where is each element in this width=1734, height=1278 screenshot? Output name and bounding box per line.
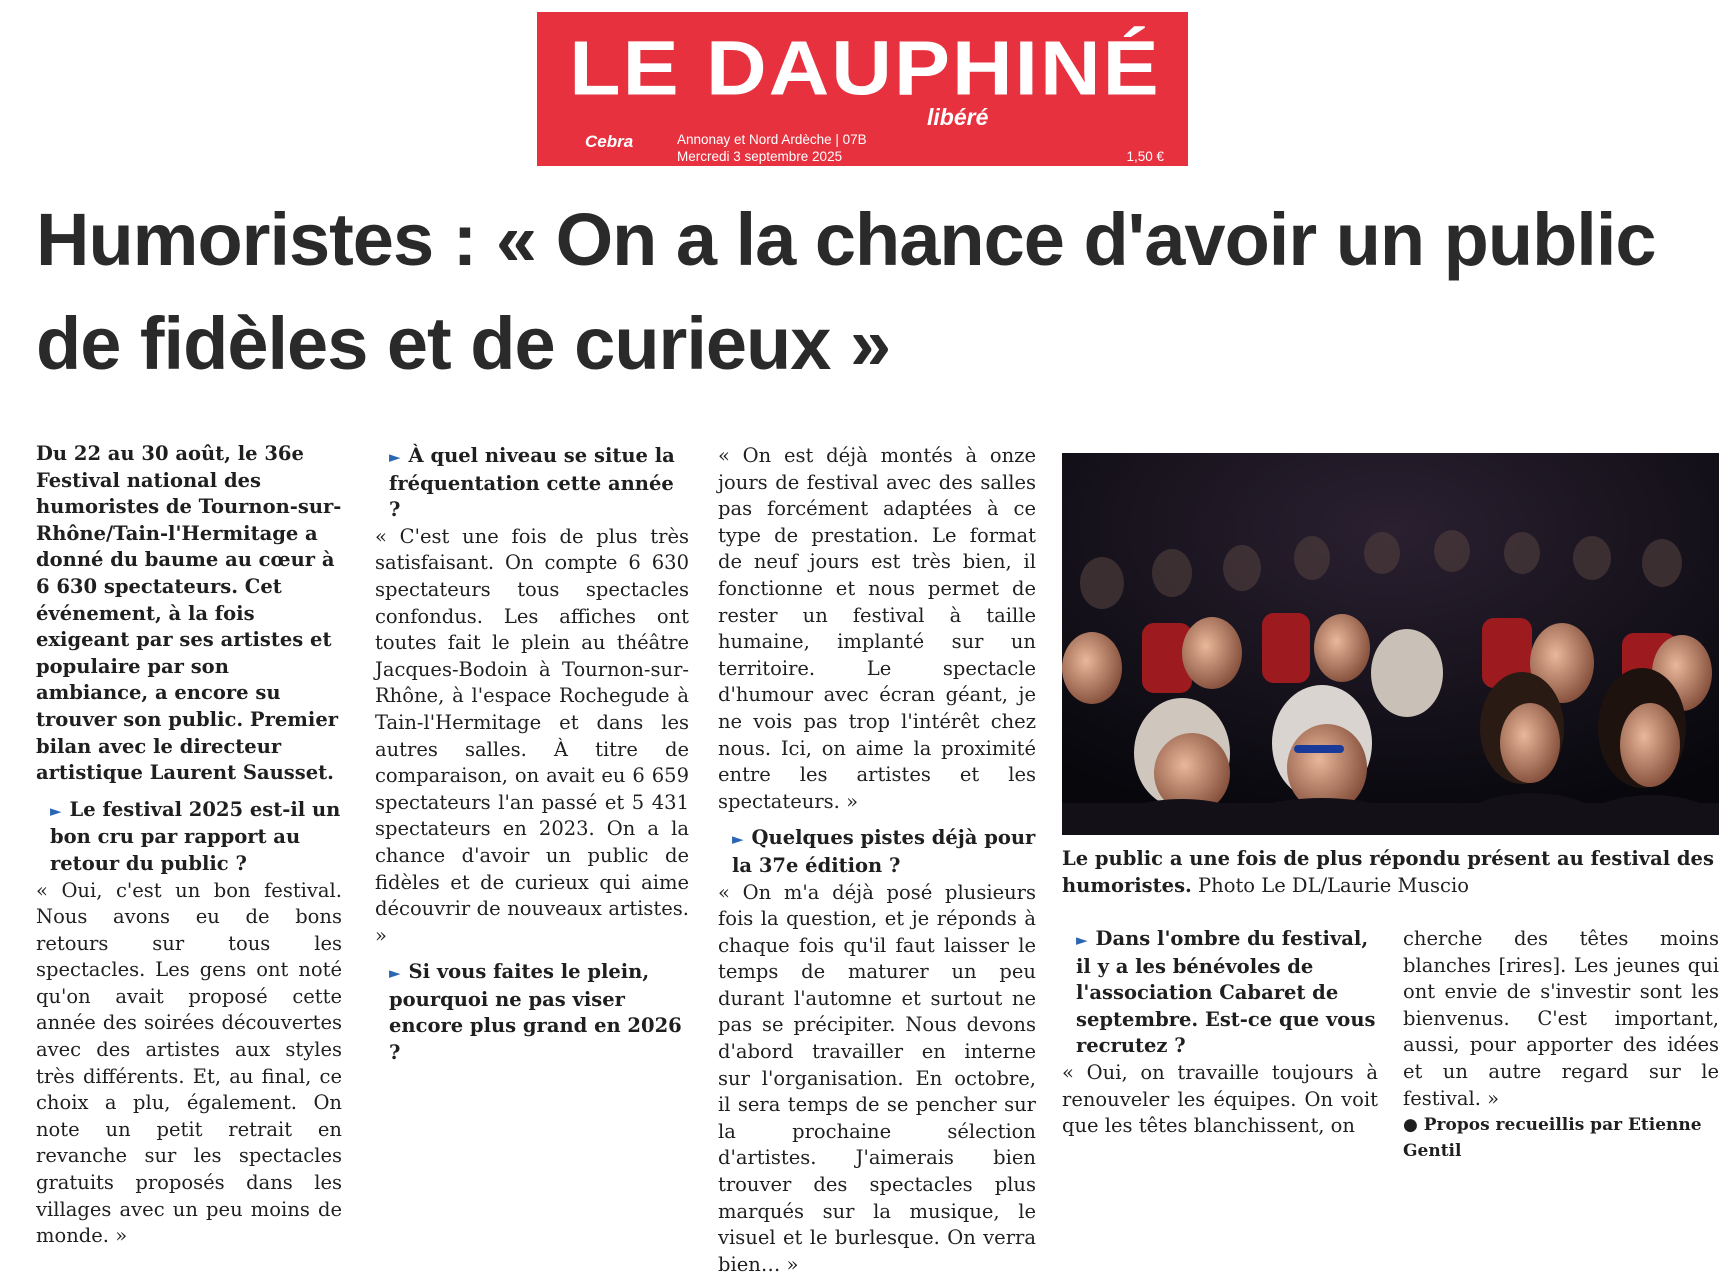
article-column-2 [375, 443, 689, 1067]
photo-caption [1062, 846, 1722, 899]
question-2 [375, 443, 689, 524]
article-column-5 [1403, 926, 1719, 1164]
question-4 [718, 825, 1036, 879]
answer-5-continued: cherche des têtes moins blanches [rires]. Les jeunes qui ont envie de s'investir sont les bienvenus. C'est important, aussi, pour apporter des idées et un autre regard sur le festival. » [1403, 926, 1719, 1112]
answer-3: « On est déjà montés à onze jours de festival avec des salles pas forcément adaptées à ce type de prestation. Le format de neuf jours est très bien, il fonctionne et nous permet de rester un festival à taille humaine, implanté sur un territoire. Le spectacle d'humour avec écran géant, je ne vois pas trop l'intérêt chez nous. Ici, on aime la proximité entre les artistes et les spectateurs. » [718, 443, 1036, 815]
byline-text: Propos recueillis par Etienne Gentil [1403, 1115, 1702, 1161]
triangle-bullet-icon: ► [389, 448, 401, 466]
question-3 [375, 959, 689, 1066]
masthead-price: 1,50 € [1126, 149, 1164, 164]
answer-4: « On m'a déjà posé plusieurs fois la question, et je réponds à chaque fois qu'il faut laisser le temps de maturer un peu durant l'automne et surtout ne pas se précipiter. Nous devons d'abord travailler en interne sur l'organisation. En octobre, il sera temps de se pencher sur la prochaine sélection d'artistes. J'aimerais bien trouver des spectacles plus marqués sur la musique, le visuel et le burlesque. On verra bien… » [718, 880, 1036, 1278]
bullet-icon: ● [1403, 1115, 1418, 1135]
caption-text: Le public a une fois de plus répondu présent au festival des humoristes. [1062, 847, 1714, 897]
byline [1403, 1112, 1719, 1164]
article-column-3 [718, 443, 1036, 1278]
triangle-bullet-icon: ► [1076, 931, 1088, 949]
article-lead: Du 22 au 30 août, le 36e Festival national des humoristes de Tournon-sur-Rhône/Tain-l'Hermitage a donné du baume au cœur à 6 630 spectateurs. Cet événement, à la fois exigeant par ses artistes et populaire par son ambiance, a encore su trouver son public. Premier bilan avec le directeur artistique Laurent Sausset. [36, 441, 342, 787]
masthead-edition: Annonay et Nord Ardèche | 07B [677, 132, 867, 147]
question-3-text: Si vous faites le plein, pourquoi ne pas viser encore plus grand en 2026 ? [389, 960, 682, 1064]
masthead-date: Mercredi 3 septembre 2025 [677, 149, 842, 164]
triangle-bullet-icon: ► [50, 802, 62, 820]
masthead-title: LE DAUPHINÉ [565, 26, 1165, 111]
question-2-text: À quel niveau se situe la fréquentation cette année ? [389, 444, 675, 521]
question-1 [36, 797, 342, 878]
cebra-logo: Cebra [585, 132, 633, 152]
answer-1: « Oui, c'est un bon festival. Nous avons eu de bons retours sur tous les spectacles. Les gens ont noté qu'on avait proposé cette année des soirées découvertes avec des artistes aux styles très différents. Et, au final, ce choix a plu, également. On note un petit retrait en revanche sur les spectacles gratuits proposés dans les villages avec un peu moins de monde. » [36, 878, 342, 1250]
question-4-text: Quelques pistes déjà pour la 37e édition ? [732, 826, 1035, 877]
audience-illustration [1062, 453, 1719, 835]
answer-5: « Oui, on travaille toujours à renouveler les équipes. On voit que les têtes blanchissent, on [1062, 1060, 1378, 1140]
masthead-subtitle: libéré [927, 104, 988, 131]
question-5 [1062, 926, 1378, 1060]
triangle-bullet-icon: ► [732, 830, 744, 848]
audience-photo [1062, 453, 1719, 835]
photo-credit: Photo Le DL/Laurie Muscio [1198, 874, 1469, 897]
article-column-4 [1062, 926, 1378, 1140]
article-column-1 [36, 441, 342, 1250]
triangle-bullet-icon: ► [389, 964, 401, 982]
question-5-text: Dans l'ombre du festival, il y a les bénévoles de l'association Cabaret de septembre. Est-ce que vous recrutez ? [1076, 927, 1375, 1057]
answer-2: « C'est une fois de plus très satisfaisant. On compte 6 630 spectateurs tous spectacles confondus. Les affiches ont toutes fait le plein au théâtre Jacques-Bodoin à Tournon-sur-Rhône, à l'espace Rochegude à Tain-l'Hermitage et dans les autres salles. À titre de comparaison, on avait eu 6 659 spectateurs l'an passé et 5 431 spectateurs en 2023. On a la chance d'avoir un public de fidèles et de curieux qui aime découvrir de nouveaux artistes. » [375, 524, 689, 950]
question-1-text: Le festival 2025 est-il un bon cru par rapport au retour du public ? [50, 798, 340, 875]
headline: Humoristes : « On a la chance d'avoir un public de fidèles et de curieux » [36, 188, 1716, 396]
masthead [537, 12, 1188, 166]
